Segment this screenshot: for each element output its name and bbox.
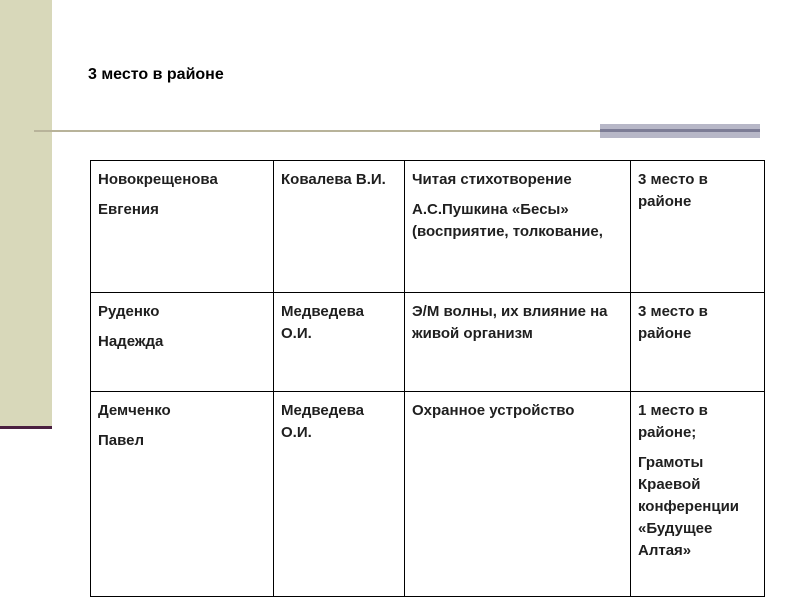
- result-cell: [631, 293, 765, 392]
- result-line: 3 место в районе: [638, 303, 708, 342]
- rule-accent-band: [600, 129, 760, 132]
- topic-cell: [405, 392, 631, 597]
- results-table: [90, 160, 765, 597]
- student-cell: [91, 392, 274, 597]
- student-first-name: Павел: [98, 432, 145, 449]
- table-row: [91, 161, 765, 293]
- result-line: 3 место в районе: [638, 171, 708, 210]
- teacher-cell: [274, 392, 405, 597]
- table-row: [91, 392, 765, 597]
- result-cell: [631, 161, 765, 293]
- student-first-name: Надежда: [98, 333, 164, 350]
- decorative-sidebar: [0, 0, 52, 428]
- teacher-name: Медведева О.И.: [281, 303, 364, 342]
- slide-heading: 3 место в районе: [88, 66, 224, 83]
- result-line: Грамоты Краевой конференции «Будущее Алтая»: [638, 454, 740, 559]
- student-cell: [91, 161, 274, 293]
- topic-line: Читая стихотворение: [412, 171, 572, 188]
- teacher-name: Ковалева В.И.: [281, 171, 386, 188]
- student-surname: Руденко: [98, 303, 160, 320]
- student-first-name: Евгения: [98, 201, 159, 218]
- topic-line: Э/М волны, их влияние на живой организм: [412, 303, 608, 342]
- student-cell: [91, 293, 274, 392]
- teacher-cell: [274, 161, 405, 293]
- topic-line: А.С.Пушкина «Бесы» (восприятие, толкование,: [412, 201, 603, 240]
- sidebar-divider: [0, 426, 52, 429]
- topic-line: Охранное устройство: [412, 402, 575, 419]
- teacher-name: Медведева О.И.: [281, 402, 364, 441]
- topic-cell: [405, 293, 631, 392]
- teacher-cell: [274, 293, 405, 392]
- table-row: [91, 293, 765, 392]
- result-line: 1 место в районе;: [638, 402, 708, 441]
- result-cell: [631, 392, 765, 597]
- student-surname: Новокрещенова: [98, 171, 218, 188]
- student-surname: Демченко: [98, 402, 171, 419]
- horizontal-rule: [34, 130, 600, 132]
- topic-cell: [405, 161, 631, 293]
